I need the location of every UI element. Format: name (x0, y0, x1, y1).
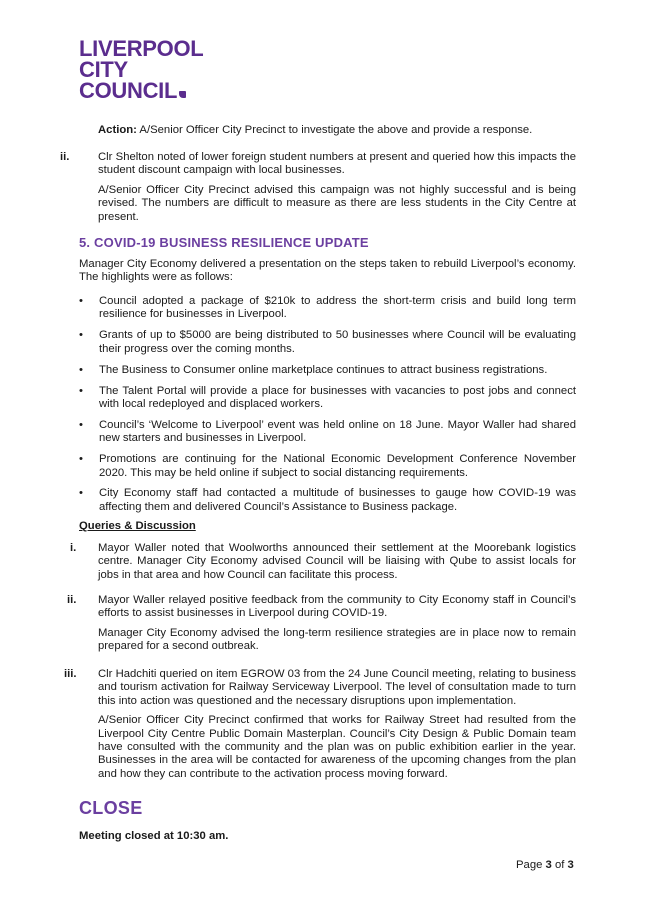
list-item: • Promotions are continuing for the National Economic Development Conference November 2020. This may be held online if subject to social distancing requirements. (79, 453, 576, 479)
query-item-iii (60, 668, 580, 781)
logo-line-3: COUNCIL (79, 80, 203, 101)
query-item-ii (60, 594, 580, 654)
item-paragraph: Mayor Waller relayed positive feedback from the community to City Economy staff in Council’s efforts to assist businesses in Liverpool during COVID-19. (98, 594, 576, 620)
queries-heading: Queries & Discussion (79, 520, 196, 532)
list-item: • Council’s ‘Welcome to Liverpool’ event was held online on 18 June. Mayor Waller had shared new starters and businesses in Liverpool. (79, 418, 576, 445)
item-paragraph: Mayor Waller noted that Woolworths announced their settlement at the Moorebank logistics centre. Manager City Economy advised Council will be liaising with Qube to assist locals for jobs in that area and how Council can facilitate this process. (98, 542, 576, 581)
logo-mark-icon (179, 91, 186, 98)
meeting-closed-text: Meeting closed at 10:30 am. (79, 830, 229, 842)
item-paragraph: Clr Hadchiti queried on item EGROW 03 from the 24 June Council meeting, relating to business and tourism activation for Railway Serviceway Liverpool. The level of consultation made to turn this into action was questioned and the necessary disruptions upon implementation. (98, 668, 576, 707)
bullet-icon: • (79, 487, 83, 500)
item-ii-student-campaign (60, 151, 580, 224)
bullet-icon: • (79, 295, 83, 307)
logo-line-2: CITY (79, 57, 128, 82)
item-numeral: ii. (60, 151, 70, 163)
bullet-icon: • (79, 418, 83, 431)
page-number: Page 3 of 3 (516, 859, 574, 871)
section-5-intro: Manager City Economy delivered a presentation on the steps taken to rebuild Liverpool’s economy. The highlights were as follows: (79, 258, 576, 284)
close-heading: CLOSE (79, 798, 143, 818)
item-numeral: i. (70, 542, 77, 554)
list-item: • City Economy staff had contacted a multitude of businesses to gauge how COVID-19 was affecting them and delivered Council’s Assistance to Business package. (79, 487, 576, 513)
council-logo (79, 38, 203, 101)
item-numeral: iii. (64, 668, 77, 680)
item-numeral: ii. (67, 594, 77, 606)
bullet-icon: • (79, 363, 83, 376)
list-item: • Grants of up to $5000 are being distributed to 50 businesses where Council will be evaluating their progress over the coming months. (79, 329, 576, 355)
bullet-icon: • (79, 384, 83, 397)
query-item-i (60, 542, 580, 582)
item-paragraph: Clr Shelton noted of lower foreign student numbers at present and queried how this impacts the student discount campaign with local businesses. (98, 151, 576, 177)
item-paragraph: A/Senior Officer City Precinct confirmed that works for Railway Street had resulted from the Liverpool City Centre Public Domain Masterplan. Council’s City Design & Public Domain team have consulted with the community and the plan was on public exhibition earlier in the year. Businesses in the area will be contacted for awareness of the upcoming changes from the plan and how they can contribute to the activation process moving forward. (98, 714, 576, 780)
list-item: • The Business to Consumer online marketplace continues to attract business registrations. (79, 363, 548, 376)
item-paragraph: A/Senior Officer City Precinct advised this campaign was not highly successful and is being revised. The numbers are difficult to measure as there are less students in the City Centre at present. (98, 183, 576, 223)
list-item: • The Talent Portal will provide a place for businesses with vacancies to post jobs and connect with local redeployed and displaced workers. (79, 384, 576, 410)
bullet-icon: • (79, 329, 83, 342)
section-5-heading: 5. COVID-19 BUSINESS RESILIENCE UPDATE (79, 235, 369, 250)
action-text: A/Senior Officer City Precinct to investigate the above and provide a response. (136, 124, 533, 136)
logo-line-1: LIVERPOOL (79, 36, 204, 61)
bullet-icon: • (79, 453, 83, 466)
action-line (98, 124, 578, 137)
list-item: • Council adopted a package of $210k to address the short-term crisis and build long term resilience for businesses in Liverpool. (79, 295, 576, 321)
item-paragraph: Manager City Economy advised the long-term resilience strategies are in place now to remain prepared for a second outbreak. (98, 626, 576, 653)
highlights-list (79, 295, 576, 522)
action-label: Action: (98, 124, 137, 136)
